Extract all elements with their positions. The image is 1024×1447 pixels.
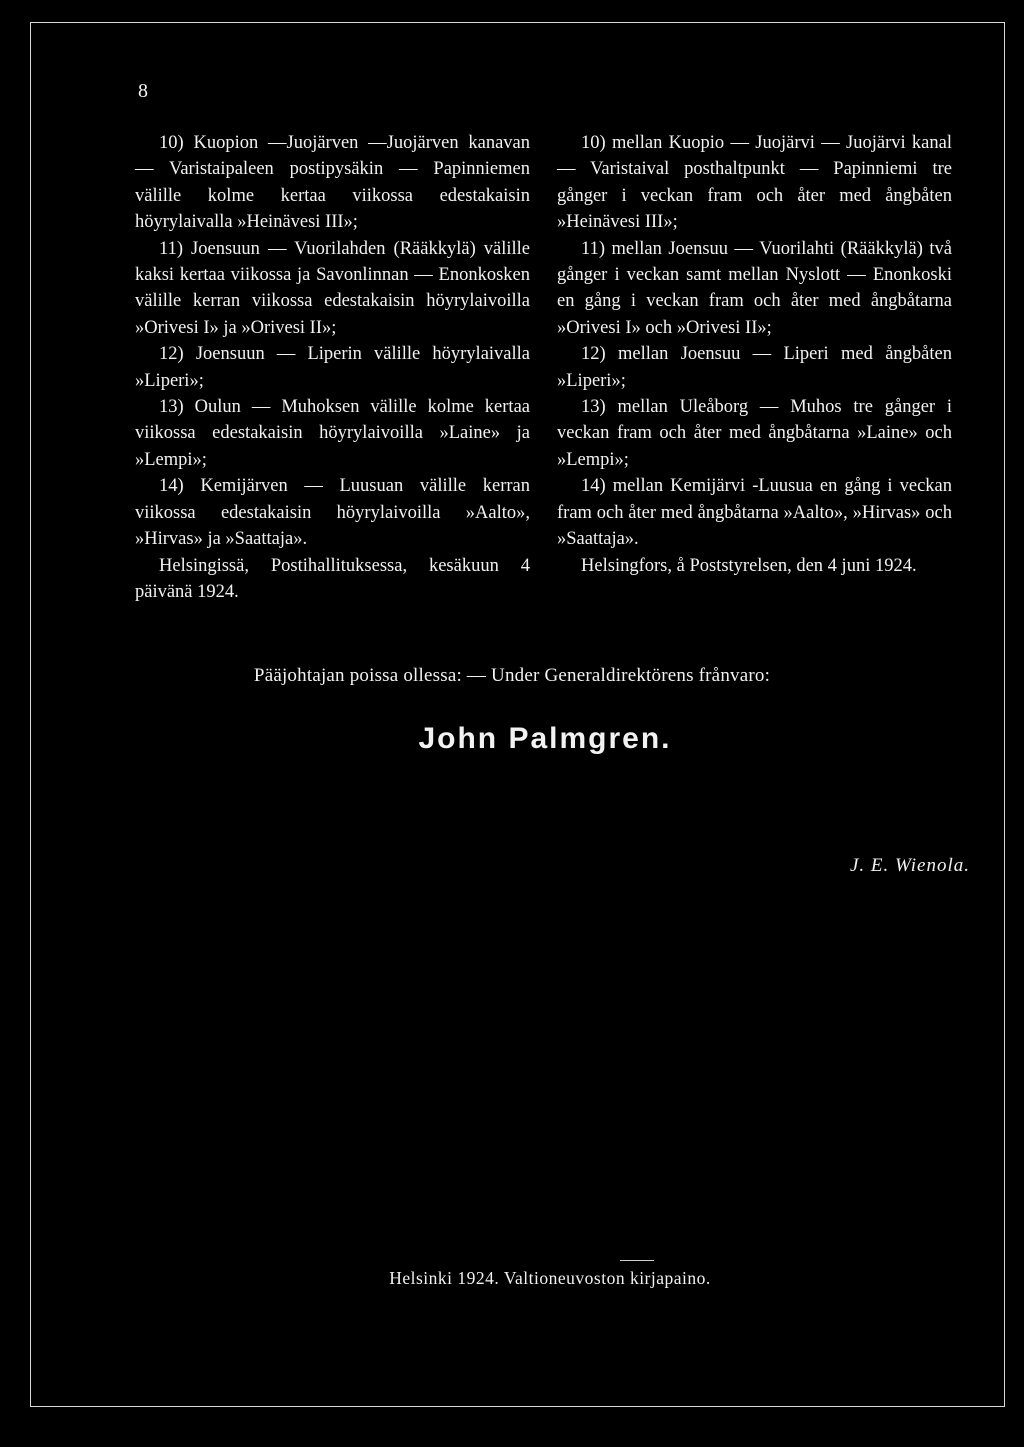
swedish-item-11: 11) mellan Joensuu — Vuorilahti (Rääkkylä) två gånger i veckan samt mellan Nyslott — Enonkoski en gång i veckan fram och åter med ångbåtarna »Orivesi I» och »Orivesi II»; <box>557 238 952 338</box>
finnish-column <box>135 130 530 605</box>
swedish-item-12: 12) mellan Joensuu — Liperi med ångbåten »Liperi»; <box>557 344 952 391</box>
swedish-item-10: 10) mellan Kuopio — Juojärvi — Juojärvi kanal — Varistaival posthaltpunkt — Papinniemi tre gånger i veckan fram och åter med ångbåten »Heinävesi III»; <box>557 133 952 233</box>
finnish-item-12: 12) Joensuun — Liperin välille höyrylaivalla »Liperi»; <box>135 344 530 391</box>
page-number: 8 <box>138 80 148 102</box>
deputy-signature-line: Pääjohtajan poissa ollessa: — Under Generaldirektörens frånvaro: <box>253 665 771 686</box>
finnish-item-10: 10) Kuopion —Juojärven —Juojärven kanavan — Varistaipaleen postipysäkin — Papinniemen välille kolme kertaa viikossa edestakaisin höyrylaivalla »Heinävesi III»; <box>135 133 530 233</box>
second-signer-name: J. E. Wienola. <box>849 855 970 876</box>
finnish-item-11: 11) Joensuun — Vuorilahden (Rääkkylä) välille kaksi kertaa viikossa ja Savonlinnan — Enonkosken välille kerran viikossa edestakaisin höyrylaivoilla »Orivesi I» ja »Orivesi II»; <box>135 238 530 338</box>
swedish-item-14: 14) mellan Kemijärvi -Luusua en gång i veckan fram och åter med ångbåtarna »Aalto», »Hirvas» och »Saattaja». <box>557 476 952 550</box>
swedish-item-13: 13) mellan Uleåborg — Muhos tre gånger i veckan fram och åter med ångbåtarna »Laine» och »Lempi»; <box>557 397 952 470</box>
main-signer-name: John Palmgren. <box>418 722 672 755</box>
swedish-dateline: Helsingfors, å Poststyrelsen, den 4 juni 1924. <box>581 555 917 576</box>
printer-imprint: Helsinki 1924. Valtioneuvoston kirjapaino. <box>389 1268 711 1288</box>
swedish-column <box>557 130 952 579</box>
finnish-item-13: 13) Oulun — Muhoksen välille kolme kertaa viikossa edestakaisin höyrylaivoilla »Laine» ja »Lempi»; <box>135 397 530 470</box>
finnish-dateline: Helsingissä, Postihallituksessa, kesäkuun 4 päivänä 1924. <box>135 555 530 602</box>
finnish-item-14: 14) Kemijärven — Luusuan välille kerran viikossa edestakaisin höyrylaivoilla »Aalto», »Hirvas» ja »Saattaja». <box>135 476 530 550</box>
imprint-rule <box>620 1260 654 1261</box>
